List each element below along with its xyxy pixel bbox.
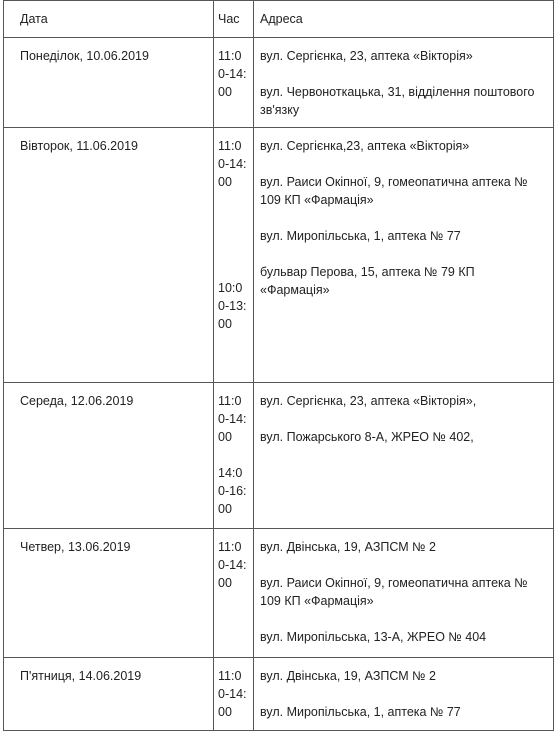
address-item: вул. Сергієнка, 23, аптека «Вікторія»,: [260, 394, 477, 408]
date-cell: Четвер, 13.06.2019: [4, 529, 214, 658]
time-range: 11:00-14:00: [218, 540, 247, 590]
address-item: вул. Миропільська, 1, аптека № 77: [260, 229, 461, 243]
address-item: вул. Червоноткацька, 31, відділення поштового зв'язку: [260, 85, 535, 117]
date-cell: Вівторок, 11.06.2019: [4, 128, 214, 383]
address-cell: [254, 383, 554, 529]
time-cell: [214, 383, 254, 529]
table-row: [4, 529, 554, 658]
table-header-row: [4, 1, 554, 38]
time-range: 11:00-14:00: [218, 49, 247, 99]
address-item: вул. Двінська, 19, АЗПСМ № 2: [260, 669, 436, 683]
schedule-table: [3, 0, 554, 731]
address-item: вул. Миропільська, 13-А, ЖРЕО № 404: [260, 630, 487, 644]
header-address: Адреса: [254, 1, 554, 38]
address-cell: [254, 529, 554, 658]
address-cell: [254, 658, 554, 731]
table-row: [4, 658, 554, 731]
time-cell: [214, 529, 254, 658]
date-cell: Середа, 12.06.2019: [4, 383, 214, 529]
address-item: вул. Раиси Окіпної, 9, гомеопатична аптека № 109 КП «Фармація»: [260, 175, 528, 207]
header-time: Час: [214, 1, 254, 38]
address-item: вул. Миропільська, 1, аптека № 77: [260, 705, 461, 719]
time-range: 11:00-14:00: [218, 139, 247, 189]
table-row: [4, 128, 554, 383]
time-range: 11:00-14:00: [218, 669, 247, 719]
date-cell: Понеділок, 10.06.2019: [4, 38, 214, 128]
address-item: вул. Сергієнка,23, аптека «Вікторія»: [260, 139, 470, 153]
time-range: 11:00-14:00: [218, 394, 247, 444]
address-cell: [254, 38, 554, 128]
table-row: [4, 38, 554, 128]
time-range: 10:00-13:00: [218, 281, 247, 331]
address-item: вул. Пожарського 8-А, ЖРЕО № 402,: [260, 430, 474, 444]
address-item: вул. Раиси Окіпної, 9, гомеопатична аптека № 109 КП «Фармація»: [260, 576, 528, 608]
time-range: 14:00-16:00: [218, 466, 247, 516]
header-date: Дата: [4, 1, 214, 38]
date-cell: П'ятниця, 14.06.2019: [4, 658, 214, 731]
table-row: [4, 383, 554, 529]
time-cell: [214, 658, 254, 731]
address-item: вул. Двінська, 19, АЗПСМ № 2: [260, 540, 436, 554]
address-item: бульвар Перова, 15, аптека № 79 КП «Фармація»: [260, 265, 475, 297]
time-cell: [214, 128, 254, 383]
time-cell: [214, 38, 254, 128]
address-cell: [254, 128, 554, 383]
address-item: вул. Сергієнка, 23, аптека «Вікторія»: [260, 49, 473, 63]
